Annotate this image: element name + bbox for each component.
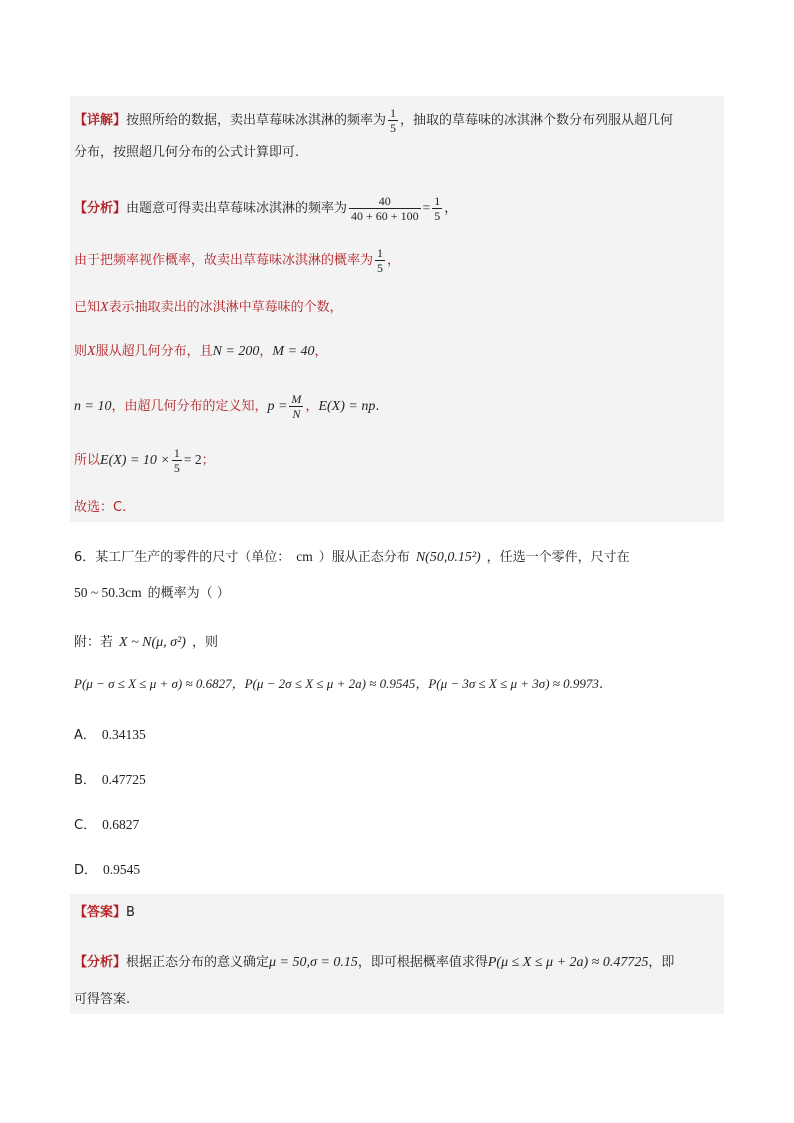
equals-sign: = <box>422 200 431 215</box>
m-value: M = 40 <box>272 344 315 359</box>
fraction-one-fifth: $\frac{1}{5}$ <box>390 106 397 135</box>
n-value: N = 200 <box>212 344 260 359</box>
choice-conclusion: 故选：C. <box>74 500 127 515</box>
detail-line-2 <box>74 143 299 163</box>
fraction-m-over-n: $\frac{M}{N}$ <box>291 392 302 421</box>
expectation-formula: E(X) = np <box>318 399 376 414</box>
analysis-line-2: 由于把频率视作概率，故卖出草莓味冰淇淋的概率为 $\frac{1}{5}$ ， <box>74 246 401 275</box>
expectation-calc: E(X) = 10 × <box>100 453 170 468</box>
detail-line-1 <box>74 106 673 135</box>
expectation-result: = 2 <box>183 452 202 467</box>
question-6-formula: P(μ − σ ≤ X ≤ μ + σ) ≈ 0.6827，P(μ − 2σ ≤ X ≤ μ + 2a) ≈ 0.9545，P(μ − 3σ ≤ X ≤ μ + 3σ) ≈ 0.9973. <box>74 676 604 692</box>
note-distribution: X ~ N(μ, σ²) <box>119 635 186 650</box>
analysis-line-5: n = 10，由超几何分布的定义知，p = $\frac{M}{N}$ ，E(X) = np. <box>74 392 380 421</box>
unit: cm <box>296 549 313 564</box>
probability-result: P(μ ≤ X ≤ μ + 2a) ≈ 0.47725 <box>487 955 649 970</box>
question-6-note: 附：若 X ~ N(μ, σ²) ，则 <box>74 635 218 650</box>
fraction-one-fifth-b: $\frac{1}{5}$ <box>434 194 441 223</box>
option-b[interactable]: B． 0.47725 <box>74 772 146 788</box>
fraction-40-over-200: $\frac{40}{40 + 60 + 100}$ <box>351 194 419 223</box>
size-range: 50 ~ 50.3cm <box>74 585 142 600</box>
detail-tag: 【详解】 <box>74 113 127 128</box>
analysis-2-line-1: 【分析】根据正态分布的意义确定μ = 50,σ = 0.15，即可根据概率值求得P(μ ≤ X ≤ μ + 2a) ≈ 0.47725，即 <box>74 955 675 970</box>
detail-text-c: 分布，按照超几何分布的公式计算即可. <box>74 145 300 160</box>
detail-text-b: ，抽取的草莓味的冰淇淋个数分布列服从超几何 <box>400 113 674 128</box>
variable-x: X <box>100 300 109 315</box>
variable-x-b: X <box>87 344 96 359</box>
sample-size: n = 10 <box>74 399 112 414</box>
answer-value: B <box>126 905 135 920</box>
analysis-line-3: 已知X表示抽取卖出的冰淇淋中草莓味的个数， <box>74 300 343 315</box>
answer-tag: 【答案】 <box>74 905 127 920</box>
analysis-tag: 【分析】 <box>74 201 127 216</box>
answer-line <box>74 903 135 923</box>
question-6-line-1: 6．某工厂生产的零件的尺寸（单位： cm ）服从正态分布 N(50,0.15²) ，任选一个零件，尺寸在 <box>74 549 630 565</box>
mu-sigma-values: μ = 50,σ = 0.15 <box>269 955 358 970</box>
option-c[interactable]: C． 0.6827 <box>74 817 140 833</box>
comma: ， <box>444 201 458 216</box>
detail-text-a: 按照所给的数据，卖出草莓味冰淇淋的频率为 <box>126 113 387 128</box>
analysis-2-line-2: 可得答案. <box>74 992 131 1007</box>
option-d[interactable]: D． 0.9545 <box>74 862 141 878</box>
analysis-line-1 <box>74 194 457 223</box>
question-number: 6． <box>74 550 96 565</box>
normal-distribution: N(50,0.15²) <box>415 550 481 565</box>
probability-formula: P(μ − σ ≤ X ≤ μ + σ) ≈ 0.6827，P(μ − 2σ ≤ X ≤ μ + 2a) ≈ 0.9545，P(μ − 3σ ≤ X ≤ μ + 3σ) ≈ 0.9973 <box>74 676 599 691</box>
probability-text: 由于把频率视作概率，故卖出草莓味冰淇淋的概率为 <box>74 253 374 268</box>
question-6-line-2: 50 ~ 50.3cm 的概率为（ ） <box>74 585 230 601</box>
option-a[interactable]: A． 0.34135 <box>74 727 146 743</box>
analysis-tag-2: 【分析】 <box>74 955 127 970</box>
analysis-line-7 <box>74 498 126 518</box>
analysis-line-6: 所以E(X) = 10 × $\frac{1}{5}$ = 2； <box>74 446 215 475</box>
analysis-text-a: 由题意可得卖出草莓味冰淇淋的频率为 <box>126 201 348 216</box>
analysis-line-4: 则X服从超几何分布，且N = 200，M = 40， <box>74 344 328 359</box>
fraction-one-fifth-d: $\frac{1}{5}$ <box>173 446 180 475</box>
p-expression: p = <box>267 399 288 414</box>
fraction-one-fifth-c: $\frac{1}{5}$ <box>377 246 384 275</box>
